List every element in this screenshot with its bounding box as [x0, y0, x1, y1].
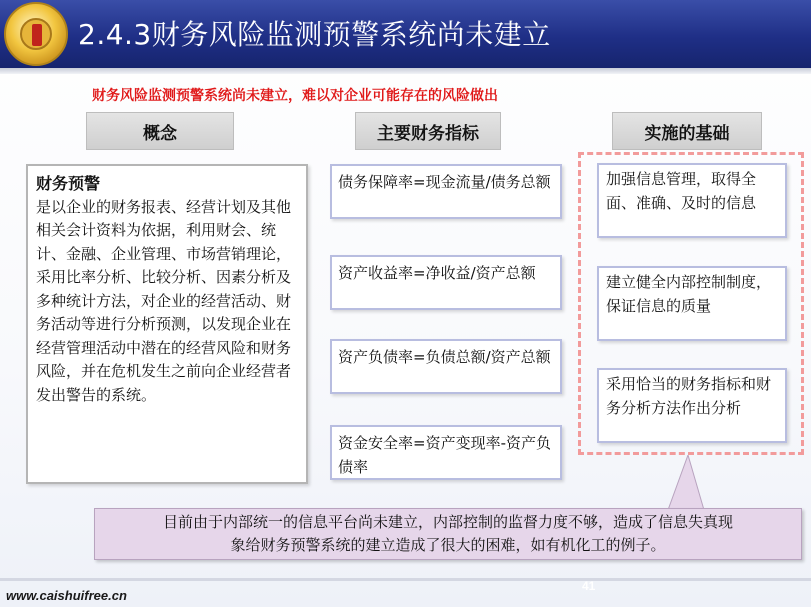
- emblem-mark: [32, 24, 42, 46]
- callout-pointer: [660, 455, 720, 510]
- basis-item-analysis-method: 采用恰当的财务指标和财务分析方法作出分析: [597, 368, 787, 443]
- concept-box: [26, 164, 308, 484]
- callout-box: [94, 508, 802, 560]
- indicator-debt-coverage: 债务保障率=现金流量/债务总额: [330, 164, 562, 219]
- concept-body: 是以企业的财务报表、经营计划及其他相关会计资料为依据，利用财会、统计、金融、企业管理、市场营销理论，采用比率分析、比较分析、因素分析及多种统计方法，对企业的经营活动、财务活动等进行分析预测，以发现企业在经营管理活动中潜在的经营风险和财务风险，并在危机发生之前向企业经营者发出警告的系统。: [36, 197, 292, 404]
- page-number: 41: [582, 579, 596, 593]
- subtitle: 财务风险监测预警系统尚未建立，难以对企业可能存在的风险做出: [92, 88, 498, 104]
- indicator-return-on-assets: 资产收益率=净收益/资产总额: [330, 255, 562, 310]
- gold-emblem-icon: [4, 2, 68, 66]
- column-header-concept: 概念: [86, 112, 234, 150]
- column-header-basis: 实施的基础: [612, 112, 762, 150]
- title-underline: [0, 68, 811, 74]
- callout-line-2: 象给财务预警系统的建立造成了很大的困难，如有机化工的例子。: [230, 536, 666, 554]
- slide-title: 2.4.3财务风险监测预警系统尚未建立: [78, 18, 551, 51]
- concept-title: 财务预警: [36, 174, 101, 193]
- indicator-fund-safety: 资金安全率=资产变现率-资产负债率: [330, 425, 562, 480]
- basis-item-internal-control: 建立健全内部控制制度，保证信息的质量: [597, 266, 787, 341]
- footer-url: www.caishuifree.cn: [6, 588, 127, 603]
- footer-divider: [0, 578, 811, 581]
- indicator-debt-ratio: 资产负债率=负债总额/资产总额: [330, 339, 562, 394]
- basis-item-information: 加强信息管理，取得全面、准确、及时的信息: [597, 163, 787, 238]
- callout-line-1: 目前由于内部统一的信息平台尚未建立，内部控制的监督力度不够，造成了信息失真现: [162, 513, 733, 531]
- column-header-indicators: 主要财务指标: [355, 112, 501, 150]
